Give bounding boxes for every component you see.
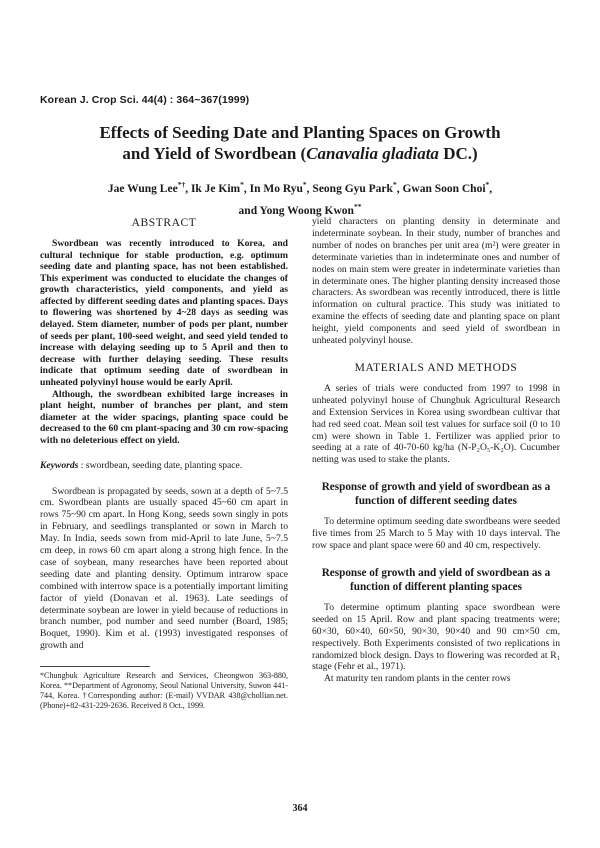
page-number: 364 (292, 803, 308, 814)
seeding-date-paragraph: To determine optimum seeding date swordbeans were seeded five times from 25 March to 5 May with 10 days interval. The row space and plant space were 60 and 40 cm, respectively. (312, 516, 560, 552)
footnote-divider (40, 666, 150, 667)
author-mark: * (302, 180, 307, 189)
author-mark: * (485, 180, 490, 189)
author-line-2: and Yong Woong Kwon** (238, 201, 362, 217)
author-name: In Mo Ryu (249, 182, 303, 195)
author-line-1: Jae Wung Lee*†, Ik Je Kim*, In Mo Ryu*, Seong Gyu Park*, Gwan Soon Choi*, (107, 180, 493, 195)
author-name: Gwan Soon Choi (402, 182, 486, 195)
author-list (40, 176, 560, 220)
title-line-2: and Yield of Swordbean (Canavalia gladiata DC.) (122, 144, 478, 163)
keywords (40, 460, 288, 472)
journal-reference: Korean J. Crop Sci. 44(4) : 364~367(1999) (40, 94, 250, 106)
abstract-paragraph: Swordbean was recently introduced to Korea, and cultural technique for stable production, e.g. optimum seeding date and planting space, has not been established. This experiment was conducted to elucidate the changes of growth characteristics, yield components, and yield as affected by different seeding dates and planting spaces. Days to flowering was shortened by 4~28 days as seeding was delayed. Stem diameter, number of pods per plant, number of seeds per plant, 100-seed weight, and seed yield tended to increase with delaying seeding up to 5 April and then to decrease with further delaying seeding. These results indicate that optimum seeding date of swordbean in unheated polyvinyl house would be early April. (40, 237, 288, 389)
intro-paragraph: Swordbean is propagated by seeds, sown at a depth of 5~7.5 cm. Swordbean plants are usually spaced 45~60 cm apart in rows 75~90 cm apart. In Hong Kong, seeds sown singly in pots in February, and seedlings transplanted or sown in March to May. In India, seeds sown from mid-April to late June, 5~7.5 cm deep, in rows 60 cm apart along a strong high fence. In the case of soybean, many researches have been reported about seeding date and planting density. Optimum intrarow space combined with interrow space is a potentially important limiting factor of yield (Donavan et al. 1963). Late seedings of determinate soybean are lower in yield because of reductions in branch number, pod number and seed number (Board, 1985; Boquet, 1990). Kim et al. (1993) investigated responses of growth and (40, 485, 288, 652)
author-mark: ** (353, 201, 362, 211)
scientific-name: Canavalia gladiata (306, 144, 439, 163)
author-name: Seong Gyu Park (312, 182, 393, 195)
intro-paragraph-continued: yield characters on planting density in determinate and indeterminate soybean. In their study, number of branches and number of nodes on branches per unit area (m²) were greater in determinate varieties than in indeterminate ones and number of nodes on main stem were greater in indeterminate varieties than in determinate ones. The higher planting density increased those characters. As swordbean was recently introduced, there is little information on cultural practice. This study was initiated to examine the effects of seeding date and planting space on plant height, yield components and seed yield of swordbean in unheated polyvinyl house. (312, 216, 560, 347)
affiliation-footnote: *Chungbuk Agriculture Research and Services, Cheongwon 363-880, Korea. **Department of Agronomy, Seoul National University, Suwon 441-744, Korea. †Corresponding author: (E-mail) VVDAR 438@chollian.net. (Phone)+82-431-229-2636. Received 8 Oct., 1999. (40, 671, 288, 711)
subsection-heading-planting-spaces: Response of growth and yield of swordbean as a function of different planting spaces (321, 566, 551, 593)
methods-paragraph: A series of trials were conducted from 1997 to 1998 in unheated polyvinyl house of Chungbuk Agricultural Research and Extension Services in Korea using swordbean cultivar that had red seed coat. Mean soil test values for surface soil (0 to 10 cm) were shown in Table 1. Fertilizer was applied prior to seeding at a rate of 40-70-60 kg/ha (N-P₂O₅-K₂O). Cucumber netting was used to stake the plants. (312, 382, 560, 466)
author-mark: *† (177, 180, 186, 189)
author-name: Jae Wung Lee (107, 182, 178, 195)
author-name: Yong Woong Kwon (259, 204, 354, 217)
left-column (40, 216, 288, 711)
author-name: Ik Je Kim (190, 182, 241, 195)
methods-heading: MATERIALS AND METHODS (354, 361, 518, 374)
right-column (312, 216, 560, 685)
title-line-1: Effects of Seeding Date and Planting Spaces on Growth (99, 123, 501, 142)
title-block (40, 122, 560, 220)
abstract-body (40, 238, 288, 447)
keywords-label: Keywords (40, 459, 79, 471)
planting-space-paragraph: At maturity ten random plants in the center rows (324, 673, 511, 685)
author-mark: * (240, 180, 244, 189)
planting-space-paragraph: To determine optimum planting space swordbean were seeded on 15 April. Row and plant spacing treatments were; 60×30, 60×40, 60×50, 90×30, 90×40 and 90 cm×50 cm, respectively. Both Experiments consisted of two replications in randomized block design. Days to flowering was recorded at R₁ stage (Fehr et al., 1971). (312, 601, 560, 673)
paper-title (40, 122, 560, 164)
subsection-heading-seeding-dates: Response of growth and yield of swordbean as a function of different seeding dates (321, 481, 551, 508)
abstract-heading: ABSTRACT (131, 217, 197, 229)
author-mark: * (392, 180, 397, 189)
keywords-text: : swordbean, seeding date, planting space. (78, 459, 243, 471)
abstract-paragraph: Although, the swordbean exhibited large increases in plant height, number of branches per plant, and stem diameter at the wider spacings, planting space could be decreased to the 60 cm plant-spacing and 30 cm row-spacing with no deleterious effect on yield. (40, 388, 288, 446)
